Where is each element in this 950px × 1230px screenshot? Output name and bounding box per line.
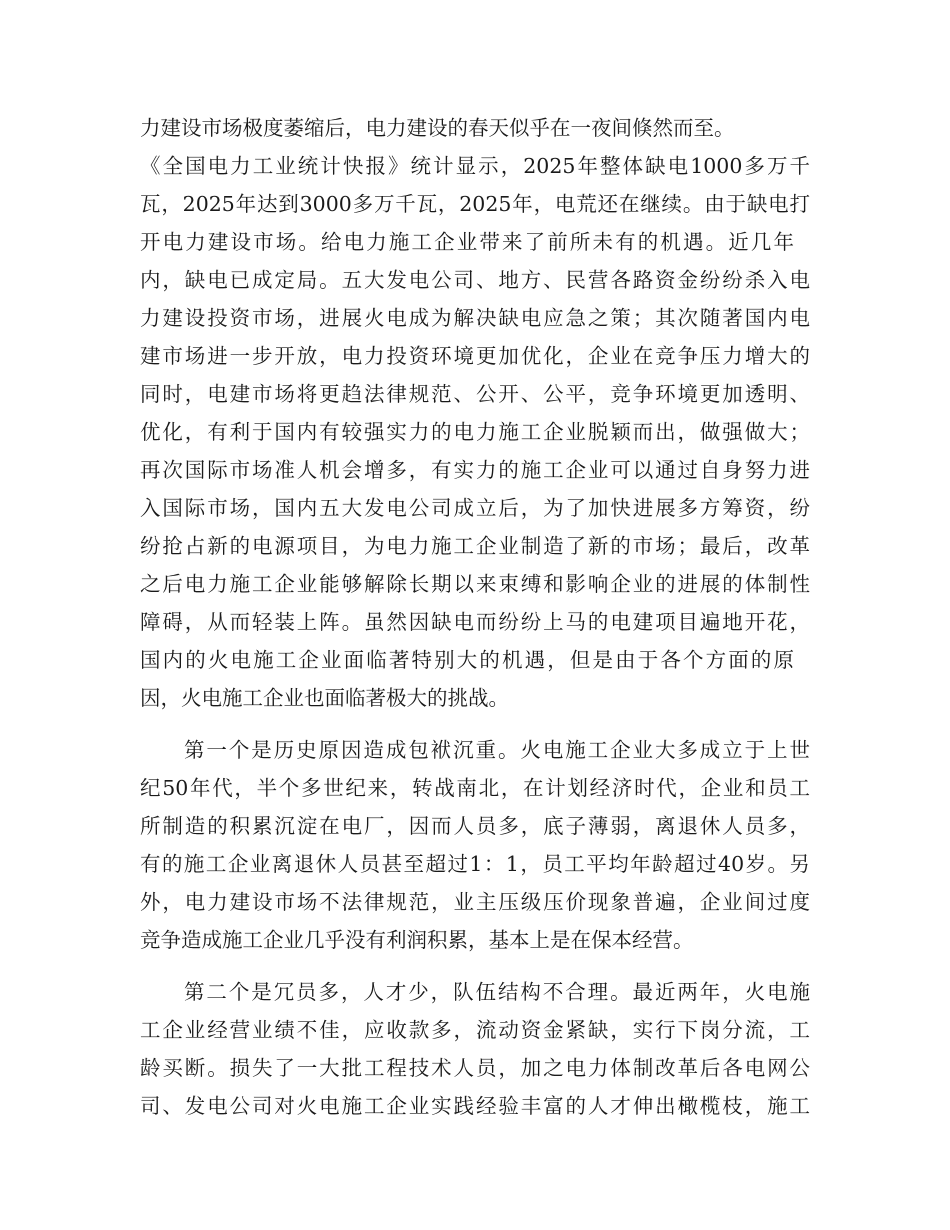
- text-line: 《全国电力工业统计快报》统计显示，2025年整体缺电1000多万千: [140, 154, 810, 178]
- text-line: 力建设市场极度萎缩后，电力建设的春天似乎在一夜间倏然而至。: [140, 116, 735, 140]
- text-line: 司、发电公司对火电施工企业实践经验丰富的人才伸出橄榄枝，施工: [140, 1094, 810, 1118]
- text-line: 纷抢占新的电源项目，为电力施工企业制造了新的市场；最后，改革: [140, 534, 810, 558]
- text-line: 同时，电建市场将更趋法律规范、公开、公平，竞争环境更加透明、: [140, 382, 810, 406]
- text-line: 再次国际市场准人机会增多，有实力的施工企业可以通过自身努力进: [140, 458, 810, 482]
- text-line: 国内的火电施工企业面临著特别大的机遇，但是由于各个方面的原: [140, 648, 794, 672]
- text-line: 建市场进一步开放，电力投资环境更加优化，企业在竞争压力增大的: [140, 344, 810, 368]
- text-line: 内，缺电已成定局。五大发电公司、地方、民营各路资金纷纷杀入电: [140, 268, 810, 292]
- text-line: 障碍，从而轻装上阵。虽然因缺电而纷纷上马的电建项目遍地开花，: [140, 610, 810, 634]
- text-line: 所制造的积累沉淀在电厂，因而人员多，底子薄弱，离退休人员多，: [140, 814, 810, 838]
- text-line: 纪50年代，半个多世纪来，转战南北，在计划经济时代，企业和员工: [140, 776, 810, 800]
- text-line: 竞争造成施工企业几乎没有利润积累，基本上是在保本经营。: [140, 928, 694, 952]
- text-line: 开电力建设市场。给电力施工企业带来了前所未有的机遇。近几年: [140, 230, 794, 254]
- text-line: 第一个是历史原因造成包袱沉重。火电施工企业大多成立于上世: [184, 738, 810, 762]
- text-line: 力建设投资市场，进展火电成为解决缺电应急之策；其次随著国内电: [140, 306, 810, 330]
- text-line: 入国际市场，国内五大发电公司成立后，为了加快进展多方筹资，纷: [140, 496, 810, 520]
- text-line: 第二个是冗员多，人才少，队伍结构不合理。最近两年，火电施: [184, 980, 810, 1004]
- text-line: 优化，有利于国内有较强实力的电力施工企业脱颖而出，做强做大；: [140, 420, 810, 444]
- text-line: 龄买断。损失了一大批工程技术人员，加之电力体制改革后各电网公: [140, 1056, 810, 1080]
- text-line: 之后电力施工企业能够解除长期以来束缚和影响企业的进展的体制性: [140, 572, 810, 596]
- text-line: 因，火电施工企业也面临著极大的挑战。: [140, 686, 509, 710]
- text-line: 瓦，2025年达到3000多万千瓦，2025年，电荒还在继续。由于缺电打: [140, 192, 810, 216]
- text-line: 外，电力建设市场不法律规范，业主压级压价现象普遍，企业间过度: [140, 890, 810, 914]
- text-line: 有的施工企业离退休人员甚至超过1：1，员工平均年龄超过40岁。另: [140, 852, 810, 876]
- text-line: 工企业经营业绩不佳，应收款多，流动资金紧缺，实行下岗分流，工: [140, 1018, 810, 1042]
